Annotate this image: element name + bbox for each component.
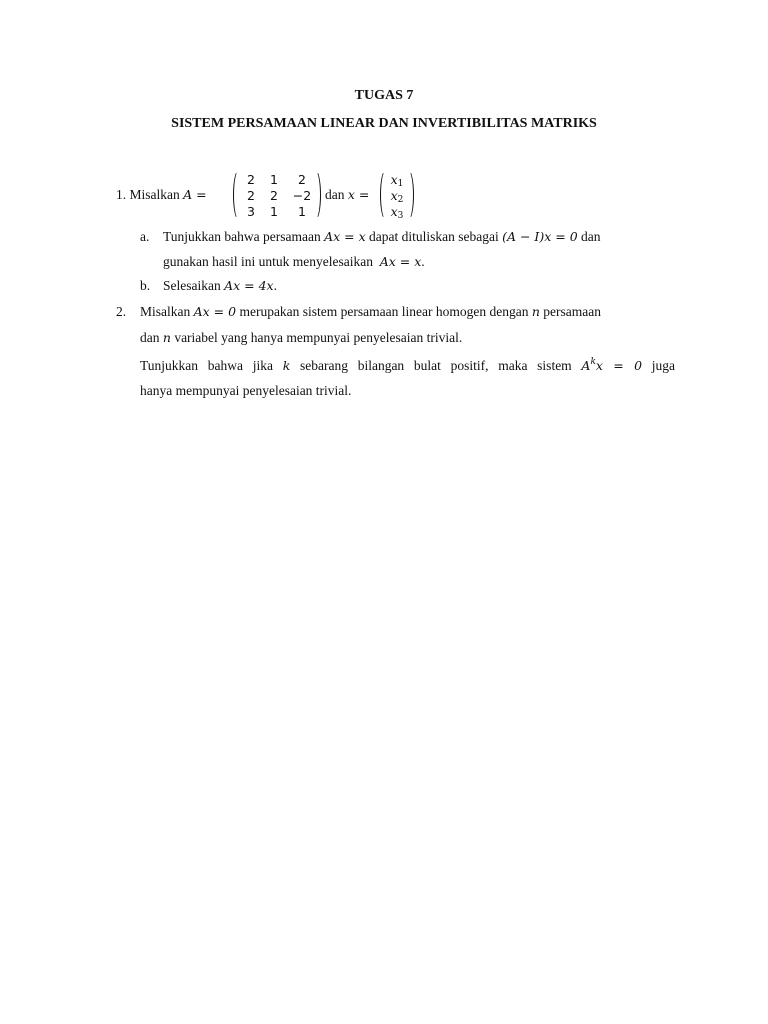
vector-x-intro — [325, 187, 369, 203]
assignment-subtitle: SISTEM PERSAMAAN LINEAR DAN INVERTIBILITAS MATRIKS — [171, 116, 597, 131]
problem-2-math: n — [531, 304, 540, 319]
problem-2-line-3 — [140, 357, 675, 374]
assignment-title: TUGAS 7 — [354, 88, 414, 103]
part-a-line-1 — [163, 229, 601, 245]
problem-2-math: n — [162, 330, 171, 345]
matrix-a-grid — [241, 172, 317, 220]
part-a-label: a. — [140, 229, 150, 244]
problem-1-intro-text: Misalkan — [129, 187, 180, 202]
matrix-a — [233, 170, 321, 220]
part-a-line-2 — [163, 254, 425, 270]
problem-2-text: merupakan sistem persamaan linear homogen dengan — [239, 304, 529, 319]
problem-2-text: sebarang bilangan bulat positif, maka sistem — [300, 358, 572, 373]
matrix-a-cell: 3 — [247, 204, 255, 219]
vector-x-entry: $x_2$ — [390, 188, 404, 205]
vector-x — [380, 170, 414, 220]
matrix-a-cell: 2 — [247, 172, 255, 187]
vector-x-entry: $x_1$ — [390, 172, 404, 189]
problem-1-intro — [116, 187, 207, 203]
part-b-text: Selesaikan — [163, 278, 221, 293]
matrix-a-cell: 2 — [247, 188, 255, 203]
problem-2-math: k — [282, 358, 291, 373]
matrix-a-cell: 2 — [298, 172, 306, 187]
problem-2-text: Tunjukkan bahwa jika — [140, 358, 273, 373]
part-b-math: Ax = 4x — [224, 278, 274, 293]
vector-x-label: x = — [347, 187, 370, 202]
part-a-math: Ax = x — [379, 254, 422, 269]
part-b-line — [163, 278, 277, 294]
problem-2-line-4: hanya mempunyai penyelesaian trivial. — [140, 383, 352, 398]
part-a-text: dapat dituliskan sebagai — [369, 229, 499, 244]
part-b-text: . — [273, 278, 277, 293]
problem-2-text: Misalkan — [140, 304, 191, 319]
matrix-a-cell: −2 — [292, 188, 312, 203]
vector-x-entry: $x_3$ — [390, 204, 404, 221]
right-paren — [310, 170, 321, 220]
problem-2-line-1 — [140, 304, 601, 320]
problem-2-text: juga — [651, 358, 676, 373]
part-a-text: gunakan hasil ini untuk menyelesaikan — [163, 254, 373, 269]
matrix-a-cell: 2 — [270, 188, 278, 203]
part-a-text: . — [421, 254, 425, 269]
part-a-text: dan — [581, 229, 601, 244]
part-a-math: (A − I)x = 0 — [502, 229, 578, 244]
part-a-math: Ax = x — [324, 229, 366, 244]
matrix-a-cell: 1 — [298, 204, 306, 219]
part-b-label: b. — [140, 278, 151, 293]
problem-2-text: variabel yang hanya mempunyai penyelesaian trivial. — [174, 330, 463, 345]
problem-2-number: 2. — [116, 304, 127, 319]
right-paren — [403, 170, 414, 220]
matrix-a-cell: 1 — [270, 204, 278, 219]
matrix-a-label: A = — [183, 187, 207, 202]
problem-2-text: persamaan — [543, 304, 602, 319]
part-a-text: Tunjukkan bahwa persamaan — [163, 229, 321, 244]
problem-1-number: 1. — [116, 187, 127, 202]
problem-2-math: Ax = 0 — [193, 304, 237, 319]
matrix-a-cell: 1 — [270, 172, 278, 187]
and-text: dan — [325, 187, 345, 202]
problem-2-text: dan — [140, 330, 160, 345]
problem-2-line-2 — [140, 330, 462, 346]
problem-2-math: $A^kx = 0$ — [581, 357, 643, 373]
